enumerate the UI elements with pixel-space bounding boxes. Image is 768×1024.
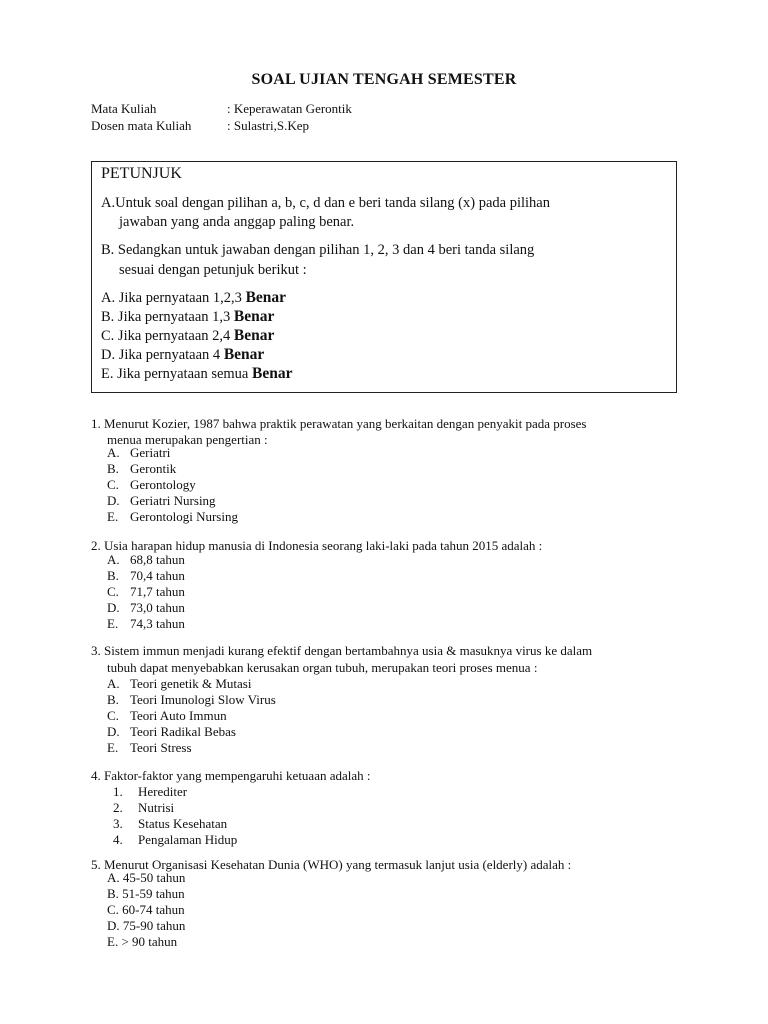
instruction-b-line2: sesuai dengan petunjuk berikut : [119,262,307,278]
option-key: E. [107,740,119,755]
option-item[interactable] [107,552,185,568]
option-text: 73,0 tahun [130,600,185,615]
option-key: B. [107,568,119,583]
option-key: E. [107,509,119,524]
option-key: A. [107,445,120,460]
option-item[interactable] [107,886,185,902]
option-key: C. [107,477,119,492]
option-key: 3. [113,816,123,831]
key-bold: Benar [245,289,287,306]
option-item[interactable] [113,784,187,800]
option-item[interactable] [107,692,276,708]
lecturer-label: Dosen mata Kuliah [91,118,192,133]
option-key: A. [107,870,120,885]
option-key: 4. [113,832,123,847]
option-text: 74,3 tahun [130,616,185,631]
instruction-a-line1: A.Untuk soal dengan pilihan a, b, c, d dan e beri tanda silang (x) pada pilihan [101,195,550,211]
option-item[interactable] [107,708,227,724]
option-item[interactable] [107,934,177,950]
option-key: B. [107,886,119,901]
option-item[interactable] [113,832,237,848]
option-item[interactable] [107,724,236,740]
key-row [101,327,274,345]
instruction-a-line2: jawaban yang anda anggap paling benar. [119,214,355,230]
key-bold: Benar [251,365,293,382]
key-text: E. Jika pernyataan semua [101,366,249,382]
course-value: : Keperawatan Gerontik [227,101,352,116]
option-text: Nutrisi [138,800,175,815]
option-text: 45-50 tahun [122,870,186,885]
option-item[interactable] [107,870,185,886]
option-text: 75-90 tahun [122,918,186,933]
key-row [101,365,292,383]
option-text: Geriatri Nursing [130,493,216,508]
question-3-cont: tubuh dapat menyebabkan kerusakan organ tubuh, merupakan teori proses menua : [107,660,538,675]
question-4: 4. Faktor-faktor yang mempengaruhi ketuaan adalah : [91,768,371,783]
option-text: > 90 tahun [121,934,178,949]
key-bold: Benar [233,327,275,344]
instruction-b-line1: B. Sedangkan untuk jawaban dengan pilihan 1, 2, 3 dan 4 beri tanda silang [101,242,535,258]
key-text: C. Jika pernyataan 2,4 [101,328,231,344]
option-item[interactable] [107,477,196,493]
option-key: C. [107,708,119,723]
option-key: E. [107,616,119,631]
option-text: 70,4 tahun [130,568,185,583]
key-bold: Benar [223,346,265,363]
instructions-heading: PETUNJUK [101,165,182,182]
key-text: A. Jika pernyataan 1,2,3 [101,290,242,306]
option-item[interactable] [107,902,185,918]
key-row [101,346,264,364]
option-item[interactable] [107,584,185,600]
question-2: 2. Usia harapan hidup manusia di Indonesia seorang laki-laki pada tahun 2015 adalah : [91,538,543,553]
key-text: D. Jika pernyataan 4 [101,347,221,363]
option-text: 51-59 tahun [122,886,185,901]
lecturer-value: : Sulastri,S.Kep [227,118,309,133]
lecturer-row [91,118,309,134]
key-row [101,289,286,307]
option-key: E. [107,934,119,949]
option-key: D. [107,724,120,739]
option-text: Teori Auto Immun [130,708,227,723]
page-title: SOAL UJIAN TENGAH SEMESTER [251,71,517,88]
option-text: 60-74 tahun [122,902,185,917]
option-item[interactable] [107,676,251,692]
option-item[interactable] [107,918,185,934]
option-text: Gerontology [130,477,196,492]
option-key: A. [107,552,120,567]
option-key: 2. [113,800,123,815]
option-text: Teori genetik & Mutasi [130,676,252,691]
option-text: Geriatri [130,445,171,460]
option-text: Gerontik [130,461,177,476]
option-text: Teori Imunologi Slow Virus [130,692,276,707]
option-text: Teori Stress [130,740,192,755]
key-text: B. Jika pernyataan 1,3 [101,309,231,325]
option-key: D. [107,918,120,933]
option-key: C. [107,902,119,917]
option-text: Pengalaman Hidup [138,832,238,847]
course-label: Mata Kuliah [91,101,157,116]
question-1: 1. Menurut Kozier, 1987 bahwa praktik perawatan yang berkaitan dengan penyakit pada proses [91,416,587,431]
option-item[interactable] [107,509,238,525]
option-item[interactable] [107,493,216,509]
option-text: Herediter [138,784,188,799]
key-bold: Benar [233,308,275,325]
option-key: D. [107,493,120,508]
option-key: C. [107,584,119,599]
option-item[interactable] [107,568,185,584]
course-row [91,101,352,117]
option-item[interactable] [113,816,227,832]
option-text: Gerontologi Nursing [130,509,238,524]
option-key: D. [107,600,120,615]
option-text: 68,8 tahun [130,552,185,567]
question-3: 3. Sistem immun menjadi kurang efektif dengan bertambahnya usia & masuknya virus ke dalam [91,643,593,658]
option-item[interactable] [107,461,176,477]
option-item[interactable] [107,445,170,461]
option-key: A. [107,676,120,691]
option-text: Teori Radikal Bebas [130,724,236,739]
option-key: B. [107,692,119,707]
option-item[interactable] [107,740,192,756]
option-item[interactable] [113,800,174,816]
question-1-cont: menua merupakan pengertian : [107,432,268,447]
option-key: B. [107,461,119,476]
option-item[interactable] [107,616,185,632]
option-text: 71,7 tahun [130,584,185,599]
instructions-box [91,161,677,393]
option-text: Status Kesehatan [138,816,228,831]
key-row [101,308,274,326]
question-5: 5. Menurut Organisasi Kesehatan Dunia (WHO) yang termasuk lanjut usia (elderly) adalah : [91,857,572,872]
option-item[interactable] [107,600,185,616]
option-key: 1. [113,784,123,799]
